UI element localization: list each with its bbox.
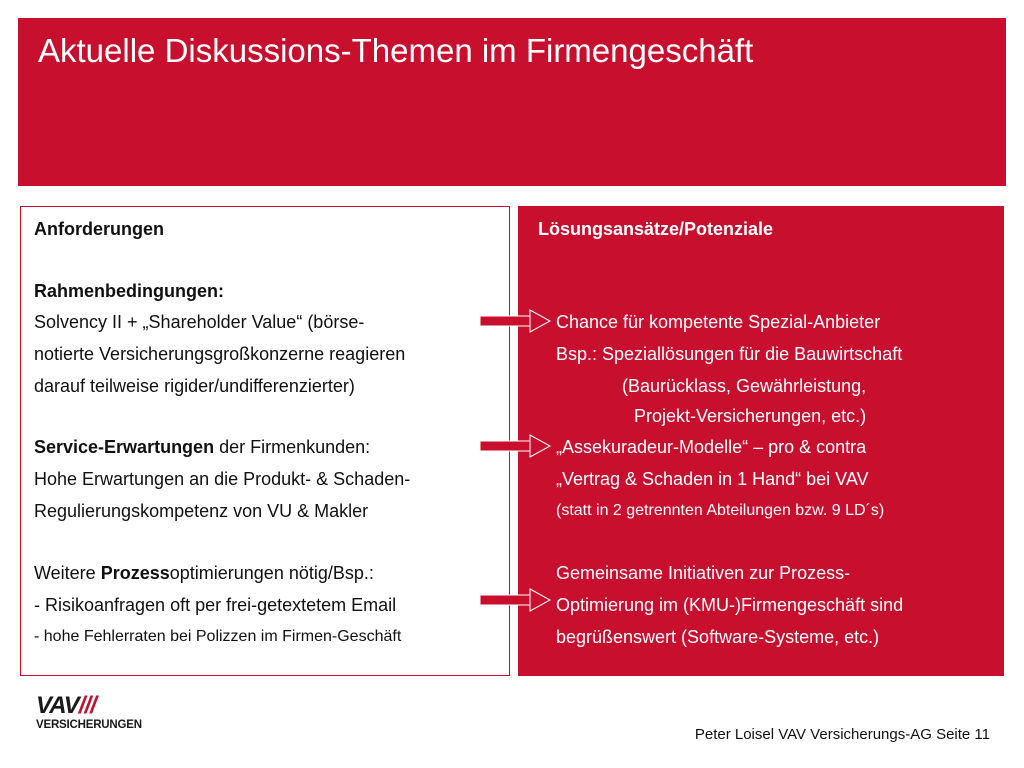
solution-line: (statt in 2 getrennten Abteilungen bzw. 9 LD´s) bbox=[556, 502, 885, 519]
process-heading-prefix: Weitere bbox=[34, 563, 101, 583]
logo-name: VAV bbox=[36, 692, 79, 719]
service-line: Regulierungskompetenz von VU & Makler bbox=[34, 501, 369, 521]
solution-line: (Baurücklass, Gewährleistung, bbox=[622, 376, 867, 396]
vav-logo bbox=[36, 694, 156, 736]
solution-line: Bsp.: Speziallösungen für die Bauwirtschaft bbox=[556, 344, 903, 364]
solution-line: Optimierung im (KMU-)Firmengeschäft sind bbox=[556, 595, 904, 615]
process-heading-rest: optimierungen nötig/Bsp.: bbox=[169, 563, 374, 583]
solution-line: begrüßenswert (Software-Systeme, etc.) bbox=[556, 627, 880, 647]
arrow-right-icon bbox=[480, 588, 552, 612]
arrow-right-icon bbox=[480, 434, 552, 458]
service-line: Hohe Erwartungen an die Produkt- & Schaden- bbox=[34, 469, 411, 489]
process-heading-bold: Prozess bbox=[100, 563, 170, 583]
solution-line: „Assekuradeur-Modelle“ – pro & contra bbox=[556, 437, 867, 457]
title-banner bbox=[18, 18, 1006, 186]
solution-line: Projekt-Versicherungen, etc.) bbox=[634, 406, 867, 426]
logo-subline: VERSICHERUNGEN bbox=[36, 719, 142, 731]
process-line: - Risikoanfragen oft per frei-getextetem Email bbox=[34, 595, 397, 615]
solution-line: Chance für kompetente Spezial-Anbieter bbox=[556, 312, 881, 332]
solution-line: „Vertrag & Schaden in 1 Hand“ bei VAV bbox=[556, 469, 869, 489]
service-heading-rest: der Firmenkunden: bbox=[214, 437, 371, 457]
slide-title: Aktuelle Diskussions-Themen im Firmengeschäft bbox=[38, 32, 754, 69]
service-heading bbox=[34, 436, 370, 458]
arrow-right-icon bbox=[480, 309, 552, 333]
framework-line: Solvency II + „Shareholder Value“ (börse- bbox=[34, 312, 365, 332]
solutions-heading: Lösungsansätze/Potenziale bbox=[538, 219, 774, 239]
process-heading bbox=[34, 562, 374, 584]
solution-line: Gemeinsame Initiativen zur Prozess- bbox=[556, 563, 851, 583]
service-heading-bold: Service-Erwartungen bbox=[34, 437, 215, 457]
framework-line: darauf teilweise rigider/undifferenzierter) bbox=[34, 376, 355, 396]
framework-heading: Rahmenbedingungen: bbox=[34, 281, 224, 301]
footer-text: Peter Loisel VAV Versicherungs-AG Seite 11 bbox=[694, 726, 990, 743]
logo-slashes: /// bbox=[78, 692, 96, 719]
requirements-heading: Anforderungen bbox=[34, 219, 164, 239]
logo-wordmark bbox=[36, 694, 96, 718]
framework-line: notierte Versicherungsgroßkonzerne reagieren bbox=[34, 344, 406, 364]
process-line: - hohe Fehlerraten bei Polizzen im Firmen-Geschäft bbox=[34, 628, 402, 645]
